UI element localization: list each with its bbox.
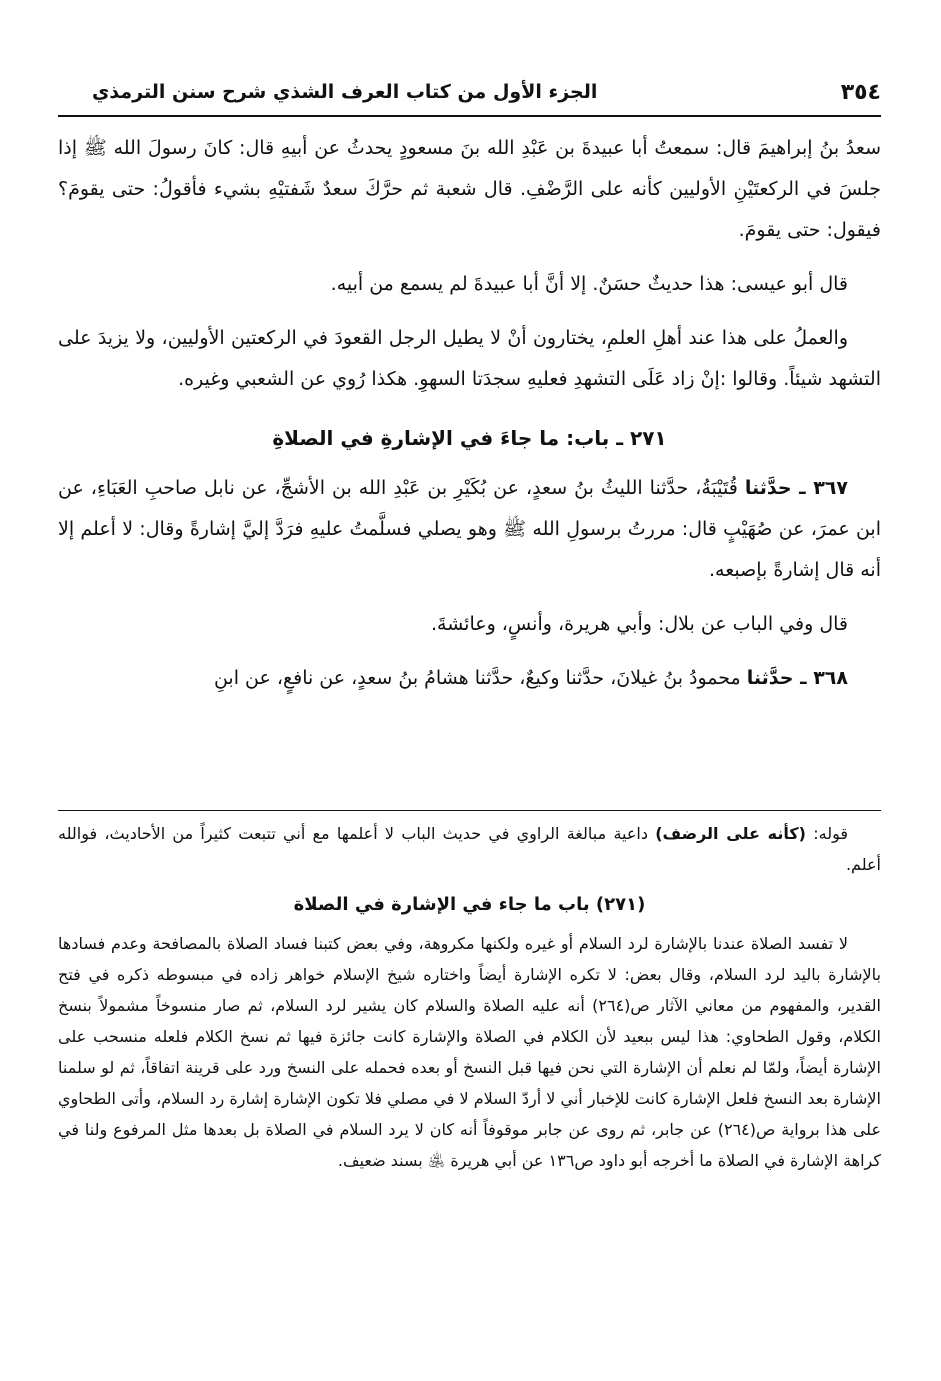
commentary-note-1 [58,818,881,880]
hadith-368-number: ٣٦٨ ـ حدَّثنا [746,667,848,689]
running-header [92,70,881,114]
hadith-367-number: ٣٦٧ ـ حدَّثنا [744,477,848,499]
hadith-368-text: محمودُ بنُ غيلانَ، حدَّثنا وكيعٌ، حدَّثنا هشامُ بنُ سعدٍ، عن نافعٍ، عن ابنِ [213,667,741,689]
hadith-368 [58,658,881,699]
commentary-heading: (٢٧١) باب ما جاء في الإشارة في الصلاة [293,894,646,915]
paragraph-scholars-practice: والعملُ على هذا عند أهلِ العلمِ، يختارون أنْ لا يطيل الرجل القعودَ في الركعتين الأوليين، ولا يزيدَ على التشهد شيئاً. وقالوا :إنْ زاد عَلَى التشهدِ فعليهِ سجدَتا السهوِ. هكذا رُوي عن الشعبي وغيره. [58,327,881,390]
paragraph-abu-isa-comment: قال أبو عيسى: هذا حديثٌ حسَنٌ. إلا أنَّ أبا عبيدةَ لم يسمع من أبيه. [330,273,848,295]
header-rule [58,115,881,117]
footnote-rule [58,810,881,811]
commentary [58,818,881,1176]
main-text [58,128,881,699]
hadith-367 [58,468,881,591]
note-lead: قوله: [805,824,849,843]
page-number: ٣٥٤ [840,79,881,105]
hadith-367-text: قُتَيْبَةُ، حدَّثنا الليثُ بنُ سعدٍ، عن بُكَيْرِ بن عَبْدِ الله بن الأشجِّ، عن نابل صاحبِ العَبَاءِ، عن ابن عمرَ، عن صُهَيْبٍ قال: مررتُ برسولِ الله ﷺ وهو يصلي فسلَّمتُ عليهِ فرَدَّ إليَّ إشارةً وقال: لا أعلم إلا أنه قال إشارةً بإصبعه. [58,477,881,581]
commentary-body: لا تفسد الصلاة عندنا بالإشارة لرد السلام أو غيره ولكنها مكروهة، وفي بعض كتبنا فساد الصلاة بالمصافحة وعدم فسادها بالإشارة باليد لرد السلام، وقال بعض: لا تكره الإشارة أيضاً واختاره شيخ الإسلام خواهر زاده في مبسوطه ذكره في فتح القدير، والمفهوم من معاني الآثار ص(٢٦٤) أنه عليه الصلاة والسلام كان يشير لرد السلام، ثم صار منسوخاً مشمولاً بنسخ الكلام، وقول الطحاوي: هذا ليس ببعيد لأن الكلام في الصلاة والإشارة كانت جائزة فيها ثم نسخ الكلام فلعله منسحب على الإشارة أيضاً، ولمّا لم نعلم أن الإشارة التي نحن فيها قبل النسخ أو بعده فحمله على النسخ ورد على قرينة اتفاقاً، ثم لو سلمنا الإشارة بعد النسخ فلعل الإشارة كانت للإخبار أني لا أردّ السلام لا في مصلي فلا تكون الإشارة إشارة رد السلام، وأتى الطحاوي على هذا برواية ص(٢٦٤) عن جابر، ثم روى عن جابر موقوفاً أنه كان لا يرد السلام في الصلاة بل بعدها مثل المرفوع ولنا في كراهة الإشارة في الصلاة ما أخرجه أبو داود ص١٣٦ عن أبي هريرة ﵁ بسند ضعيف. [58,934,882,1170]
note-quote: (كأنه على الرضف) [655,824,806,843]
note-text: داعية مبالغة الراوي في حديث الباب لا أعلمها مع أني تتبعت كثيراً من الأحاديث، فوالله أعلم. [58,824,881,874]
running-title: الجزء الأول من كتاب العرف الشذي شرح سنن الترمذي [92,81,598,103]
paragraph-hadith-continuation: سعدُ بنُ إبراهيمَ قال: سمعتُ أبا عبيدةَ بن عَبْدِ الله بنَ مسعودٍ يحدثُ عن أبيهِ قال: كانَ رسولَ الله ﷺ إذا جلسَ في الركعتَيْنِ الأوليين كأنه على الرَّضْفِ. قال شعبة ثم حرَّكَ سعدٌ شَفتيْهِ بشيء فأقولُ: حتى يقومَ؟ فيقول: حتى يقومَ. [58,137,881,241]
paragraph-in-the-chapter: قال وفي الباب عن بلال: وأبي هريرة، وأنسٍ، وعائشةَ. [431,613,848,635]
chapter-heading: ٢٧١ ـ باب: ما جاءَ في الإشارةِ في الصلاةِ [272,426,667,450]
